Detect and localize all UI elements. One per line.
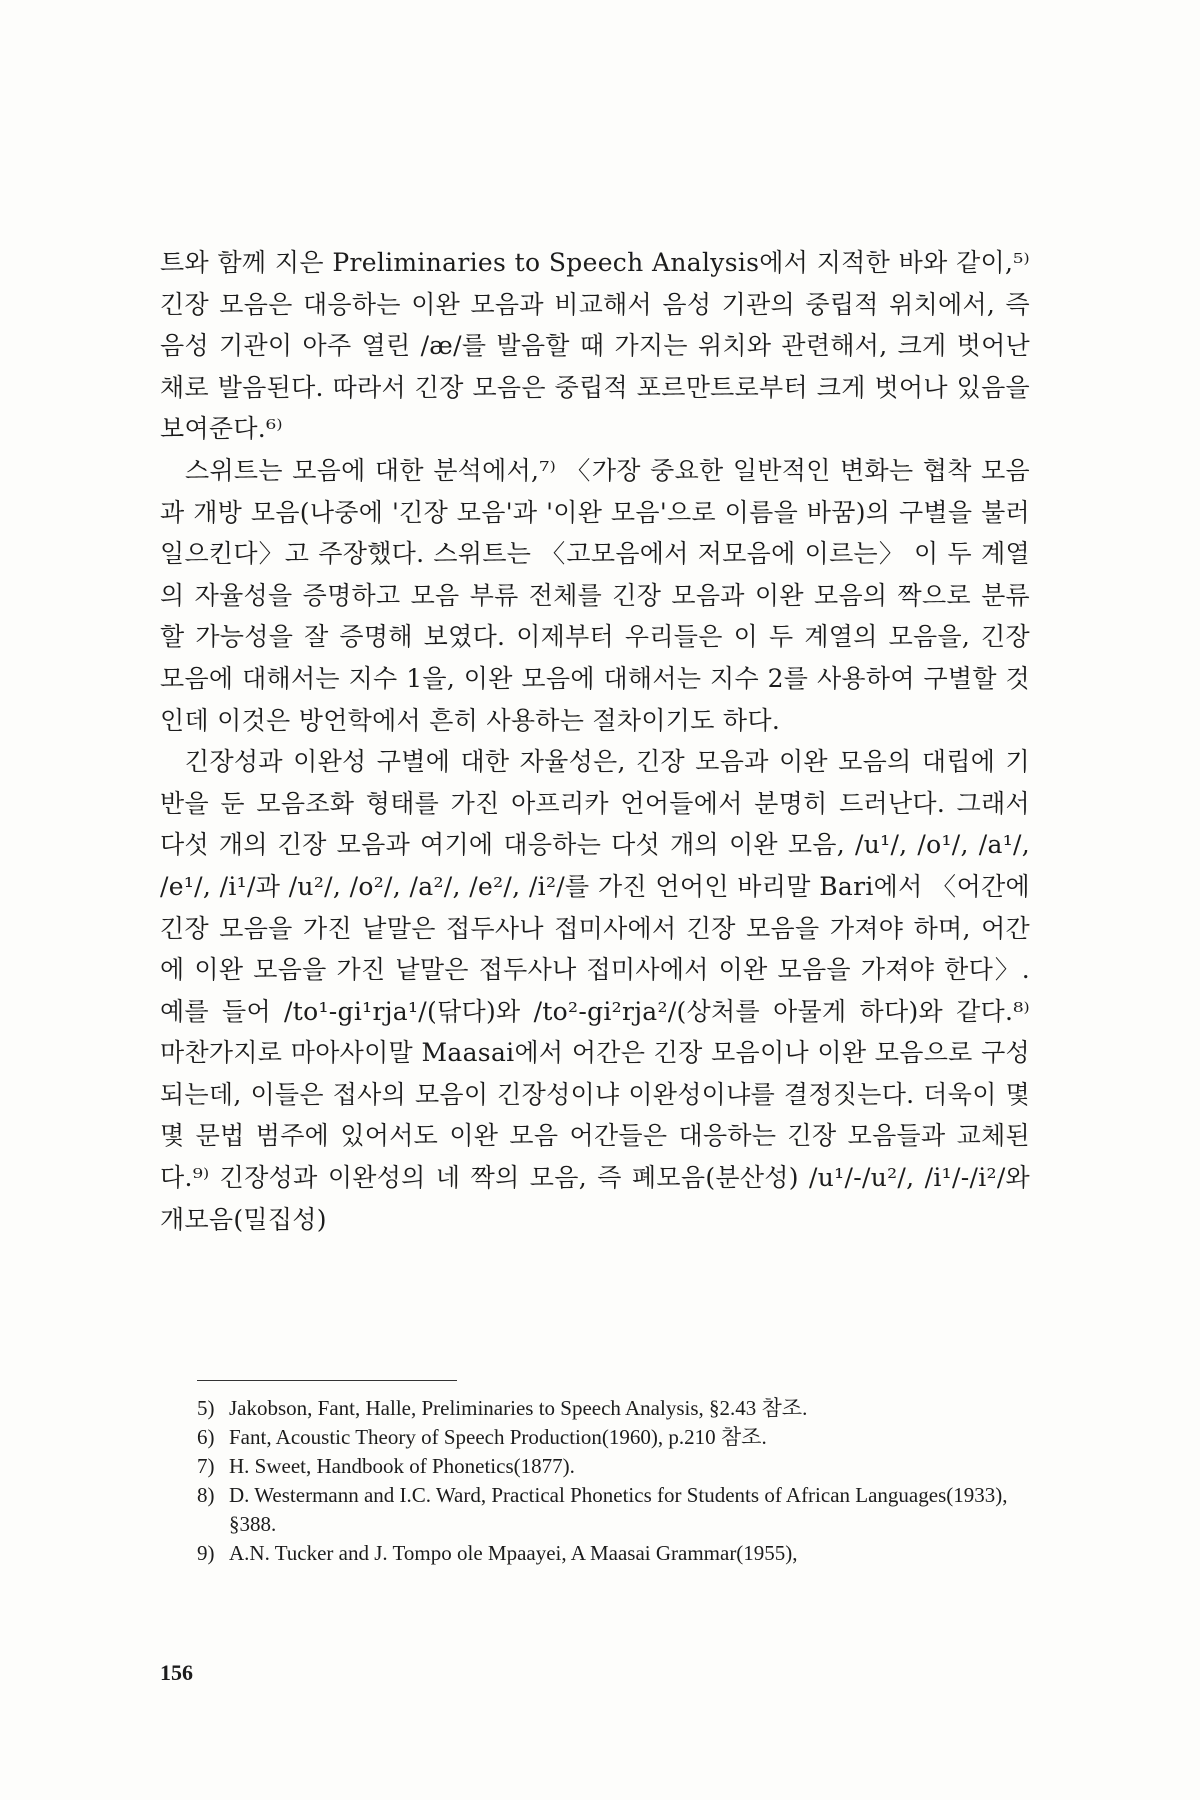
paragraph-1: 트와 함께 지은 Preliminaries to Speech Analysis에서 지적한 바와 같이,⁵⁾ 긴장 모음은 대응하는 이완 모음과 비교해서 음성 기관의 중립적 위치에서, 즉 음성 기관이 아주 열린 /æ/를 발음할 때 가지는 위치와 관련해서, 크게 벗어난 채로 발음된다. 따라서 긴장 모음은 중립적 포르만트로부터 크게 벗어나 있음을 보여준다.⁶⁾ [160, 248, 1030, 444]
footnote-number: 5) [197, 1396, 215, 1420]
footnote-text: Jakobson, Fant, Halle, Preliminaries to Speech Analysis, §2.43 참조. [229, 1396, 808, 1420]
footnote [197, 1452, 1022, 1481]
footnote-text: Fant, Acoustic Theory of Speech Production(1960), p.210 참조. [229, 1425, 767, 1449]
footnote-text: A.N. Tucker and J. Tompo ole Mpaayei, A Maasai Grammar(1955), [229, 1541, 798, 1565]
footnotes [197, 1394, 1022, 1568]
paragraph-2: 스위트는 모음에 대한 분석에서,⁷⁾ 〈가장 중요한 일반적인 변화는 협착 모음과 개방 모음(나중에 '긴장 모음'과 '이완 모음'으로 이름을 바꿈)의 구별을 불러일으킨다〉고 주장했다. 스위트는 〈고모음에서 저모음에 이르는〉 이 두 계열의 자율성을 증명하고 모음 부류 전체를 긴장 모음과 이완 모음의 짝으로 분류할 가능성을 잘 증명해 보였다. 이제부터 우리들은 이 두 계열의 모음을, 긴장 모음에 대해서는 지수 1을, 이완 모음에 대해서는 지수 2를 사용하여 구별할 것인데 이것은 방언학에서 흔히 사용하는 절차이기도 하다. [160, 455, 1030, 735]
footnote [197, 1539, 1022, 1568]
body-text [160, 242, 1030, 1240]
footnote-number: 8) [197, 1483, 215, 1507]
paragraph-3: 긴장성과 이완성 구별에 대한 자율성은, 긴장 모음과 이완 모음의 대립에 기반을 둔 모음조화 형태를 가진 아프리카 언어들에서 분명히 드러난다. 그래서 다섯 개의 긴장 모음과 여기에 대응하는 다섯 개의 이완 모음, /u¹/, /o¹/, /a¹/, /e¹/, /i¹/과 /u²/, /o²/, /a²/, /e²/, /i²/를 가진 언어인 바리말 Bari에서 〈어간에 긴장 모음을 가진 낱말은 접두사나 접미사에서 긴장 모음을 가져야 하며, 어간에 이완 모음을 가진 낱말은 접두사나 접미사에서 이완 모음을 가져야 한다〉. 예를 들어 /to¹-gi¹rja¹/(닦다)와 /to²-gi²rja²/(상처를 아물게 하다)와 같다.⁸⁾ 마찬가지로 마아사이말 Maasai에서 어간은 긴장 모음이나 이완 모음으로 구성되는데, 이들은 접사의 모음이 긴장성이냐 이완성이냐를 결정짓는다. 더욱이 몇몇 문법 범주에 있어서도 이완 모음 어간들은 대응하는 긴장 모음들과 교체된다.⁹⁾ 긴장성과 이완성의 네 짝의 모음, 즉 폐모음(분산성) /u¹/-/u²/, /i¹/-/i²/와 개모음(밀집성) [160, 747, 1030, 1234]
footnote-number: 7) [197, 1454, 215, 1478]
footnote-divider [197, 1380, 457, 1381]
footnote [197, 1394, 1022, 1423]
footnote [197, 1481, 1022, 1539]
page-number: 156 [160, 1660, 193, 1685]
footnote-number: 9) [197, 1541, 215, 1565]
footnote-number: 6) [197, 1425, 215, 1449]
footnote-text: D. Westermann and I.C. Ward, Practical Phonetics for Students of African Languages(1933), §388. [229, 1483, 1008, 1536]
footnote-text: H. Sweet, Handbook of Phonetics(1877). [229, 1454, 575, 1478]
footnote [197, 1423, 1022, 1452]
